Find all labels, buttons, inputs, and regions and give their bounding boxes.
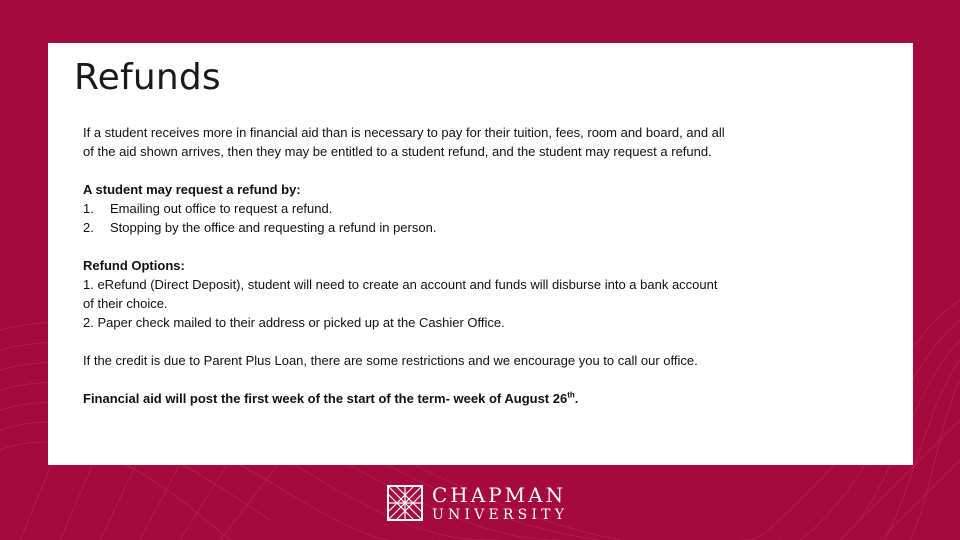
logo-top-text: CHAPMAN <box>432 482 567 507</box>
chapman-logo <box>387 484 568 522</box>
content-card <box>48 43 913 465</box>
list-text: Stopping by the office and requesting a refund in person. <box>110 220 437 235</box>
ordinal-suffix: th <box>567 390 575 400</box>
page-title: Refunds <box>74 57 221 98</box>
list-number: 2. <box>83 220 94 235</box>
intro-line: If a student receives more in financial aid than is necessary to pay for their tuition, fees, room and board, and all <box>83 125 725 140</box>
request-section <box>83 180 828 237</box>
list-item <box>83 199 828 218</box>
logo-bottom-text: UNIVERSITY <box>432 506 569 523</box>
options-section <box>83 256 828 332</box>
financial-aid-note-end: . <box>574 391 579 406</box>
options-line: 1. eRefund (Direct Deposit), student will need to create an account and funds will disburse into a bank account <box>83 277 718 292</box>
parent-plus-note: If the credit is due to Parent Plus Loan, there are some restrictions and we encourage you to call our office. <box>83 353 698 368</box>
list-number: 1. <box>83 201 94 216</box>
options-heading: Refund Options: <box>83 258 185 273</box>
list-text: Emailing out office to request a refund. <box>110 201 333 216</box>
financial-aid-note <box>83 389 828 408</box>
options-line: of their choice. <box>83 296 168 311</box>
financial-aid-note-text: Financial aid will post the first week of the start of the term- week of August 26 <box>83 391 568 406</box>
request-heading: A student may request a refund by: <box>83 182 301 197</box>
options-line: 2. Paper check mailed to their address or picked up at the Cashier Office. <box>83 315 505 330</box>
intro-paragraph <box>83 123 828 161</box>
intro-line: of the aid shown arrives, then they may be entitled to a student refund, and the student may request a refund. <box>83 144 712 159</box>
slide-body <box>83 123 828 427</box>
list-item <box>83 218 828 237</box>
chapman-lattice-icon <box>387 485 423 521</box>
logo-wordmark <box>432 482 569 523</box>
